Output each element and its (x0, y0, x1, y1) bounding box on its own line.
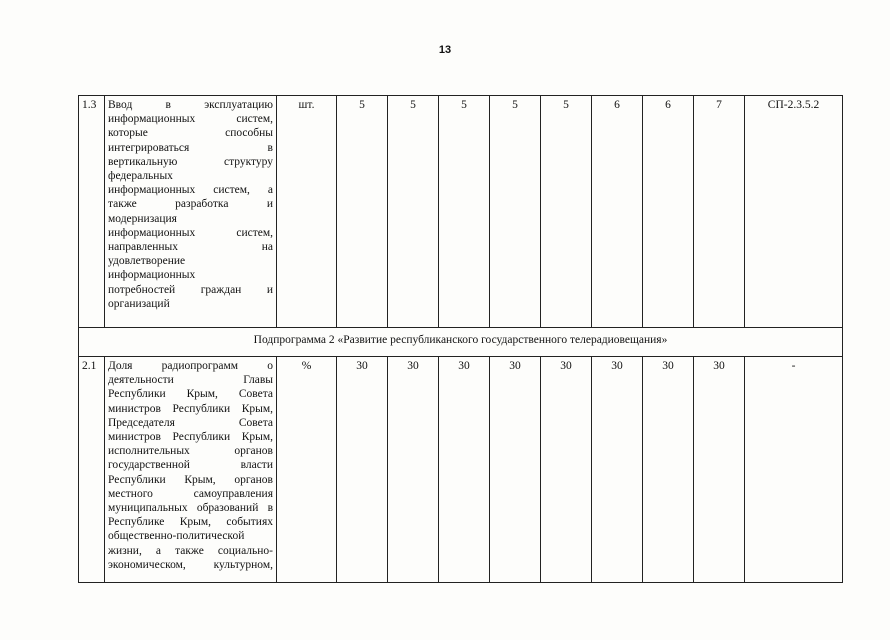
row-number: 1.3 (79, 96, 105, 328)
unit-cell: шт. (277, 96, 337, 328)
value-cell: 5 (490, 96, 541, 328)
description-line: общественно-политической (108, 530, 245, 543)
unit-cell: % (277, 357, 337, 583)
value-cell: 5 (439, 96, 490, 328)
value-cell: 30 (592, 357, 643, 583)
description-line: которые способны (108, 127, 273, 140)
description-line: Доля радиопрограмм о (108, 360, 273, 372)
description-line: организаций (108, 297, 170, 310)
description-line: муниципальных образований в (108, 502, 273, 515)
description-line: Председателя Совета (108, 416, 273, 429)
value-cell: 30 (490, 357, 541, 583)
value-cell: 5 (337, 96, 388, 328)
value-cell: 30 (694, 357, 745, 583)
description-line: деятельности Главы (108, 374, 273, 387)
description-line: Ввод в эксплуатацию (108, 99, 273, 111)
value-cell: 5 (388, 96, 439, 328)
description-line: Республике Крым, событиях (108, 516, 273, 529)
reference-cell: СП-2.3.5.2 (745, 96, 843, 328)
description-line: государственной власти (108, 459, 273, 472)
description-line: информационных систем, (108, 226, 273, 239)
description-line: интегрироваться в (108, 141, 273, 154)
value-cell: 30 (439, 357, 490, 583)
description-line: вертикальную структуру (108, 155, 273, 168)
indicators-table (78, 95, 843, 583)
description-line: министров Республики Крым, (108, 402, 273, 415)
indicator-description (105, 96, 277, 328)
value-cell: 30 (643, 357, 694, 583)
description-line: модернизация (108, 212, 177, 225)
reference-cell: - (745, 357, 843, 583)
description-line: направленных на (108, 241, 273, 254)
indicator-description (105, 357, 277, 583)
table-row (79, 96, 843, 328)
row-number: 2.1 (79, 357, 105, 583)
description-line: удовлетворение (108, 255, 186, 268)
description-line: потребностей граждан и (108, 283, 273, 296)
value-cell: 5 (541, 96, 592, 328)
subprogram-row (79, 328, 843, 357)
description-line: информационных (108, 269, 196, 282)
page-number: 13 (438, 44, 452, 56)
subprogram-title: Подпрограмма 2 «Развитие республиканского государственного телерадиовещания» (79, 328, 843, 357)
value-cell: 7 (694, 96, 745, 328)
description-line: федеральных (108, 170, 173, 183)
value-cell: 6 (592, 96, 643, 328)
value-cell: 30 (337, 357, 388, 583)
description-line: также разработка и (108, 198, 273, 211)
description-line: информационных систем, а (108, 184, 273, 197)
value-cell: 6 (643, 96, 694, 328)
description-line: жизни, а также социально- (108, 544, 273, 557)
description-line: исполнительных органов (108, 445, 273, 458)
value-cell: 30 (388, 357, 439, 583)
description-line: Республики Крым, Совета (108, 388, 273, 401)
description-line: информационных систем, (108, 113, 273, 126)
description-line: экономическом, культурном, (108, 558, 273, 571)
description-line: Республики Крым, органов (108, 473, 273, 486)
description-line: местного самоуправления (108, 487, 273, 500)
value-cell: 30 (541, 357, 592, 583)
description-line: министров Республики Крым, (108, 431, 273, 444)
table-row (79, 357, 843, 583)
